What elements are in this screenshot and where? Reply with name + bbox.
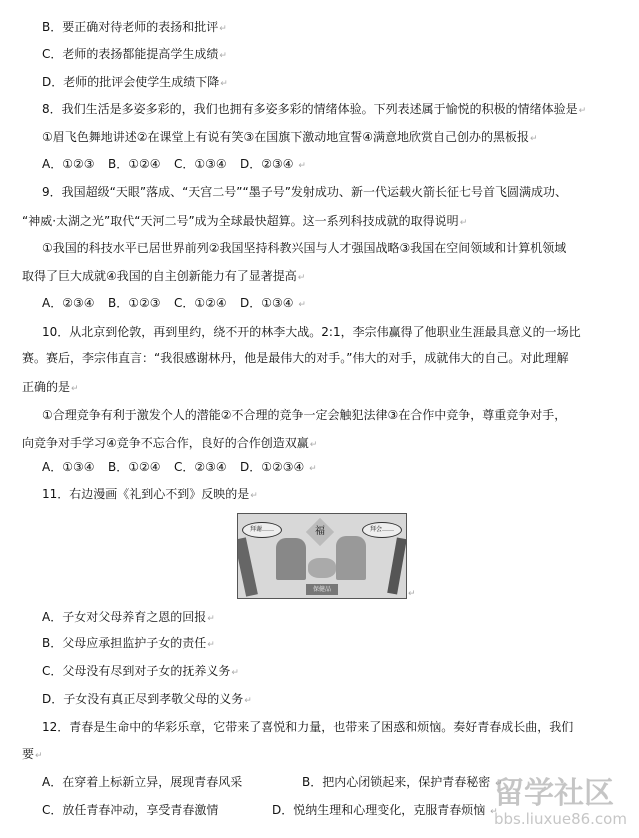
q11-option-b: B．父母应承担监护子女的责任 ↵ (42, 635, 215, 653)
watermark-url: bbs.liuxue86.com (494, 810, 627, 828)
q12-stem-line2: 要 ↵ (22, 746, 43, 764)
q11-stem: 11．右边漫画《礼到心不到》反映的是 ↵ (42, 486, 258, 504)
elder-figure-right (336, 536, 366, 580)
q10-statements-line1: ①合理竞争有利于激发个人的潜能②不合理的竞争一定会触犯法律③在合作中竞争，尊重竞争对手， (42, 408, 567, 422)
q10-option-d: D．①②③④ (240, 460, 305, 474)
q11-option-a: A．子女对父母养育之恩的回报 ↵ (42, 609, 215, 627)
elder-figure-left (276, 538, 306, 580)
q11-option-d: D．子女没有真正尽到孝敬父母的义务 ↵ (42, 691, 252, 709)
fu-sign-text: 福 (315, 526, 325, 537)
q9-options (42, 295, 306, 313)
q8-statements: ①眉飞色舞地讲述②在课堂上有说有笑③在国旗下激动地宣誓④满意地欣赏自己创办的黑板报 ↵ (42, 129, 538, 147)
q8-stem: 8．我们生活是多姿多彩的，我们也拥有多姿多彩的情绪体验。下列表述属于愉悦的积极的情绪体验是 ↵ (42, 101, 586, 119)
q10-stem-line1: 10．从北京到伦敦，再到里约，绕不开的林李大战。2:1，李宗伟赢得了他职业生涯最具意义的一场比 (42, 325, 581, 339)
speech-bubble-right: 拜会…… (362, 522, 402, 538)
table (308, 558, 336, 578)
fu-sign (306, 518, 334, 546)
child-figure-right (387, 538, 407, 595)
q10-option-b: B．①②④ (108, 460, 161, 474)
q10-option-a: A．①③④ (42, 460, 95, 474)
watermark-logo: 留学社区 (494, 776, 614, 811)
q7-option-d: D．老师的批评会使学生成绩下降 ↵ (42, 74, 228, 92)
q12-option-b: B．把内心闭锁起来，保护青春秘密 (302, 775, 491, 789)
q9-stem-line2: “神威·太湖之光”取代“天河二号”成为全球最快超算。这一系列科技成就的取得说明 ↵ (22, 213, 467, 231)
q12-option-a: A．在穿着上标新立异，展现青春风采 (42, 775, 243, 789)
q10-stem-line2: 赛。赛后，李宗伟直言：“我很感谢林丹，他是最伟大的对手。”伟大的对手，成就伟大的自己。对此理解 (22, 351, 569, 365)
q8-option-b: B．①②④ (108, 157, 161, 171)
gift-box: 保健品 (306, 584, 338, 595)
q9-option-a: A．②③④ (42, 296, 95, 310)
q8-option-c: C．①③④ (174, 157, 227, 171)
q12-stem-line1: 12．青春是生命中的华彩乐章，它带来了喜悦和力量，也带来了困惑和烦恼。奏好青春成长曲，我们 (42, 720, 574, 734)
speech-bubble-left: 拜谢…… (242, 522, 282, 538)
q10-option-c: C．②③④ (174, 460, 227, 474)
q11-option-c: C．父母没有尽到对子女的抚养义务 ↵ (42, 663, 239, 681)
child-figure-left (237, 537, 258, 596)
image-paragraph-mark (407, 584, 416, 602)
q9-statements-line2: 取得了巨大成就④我国的自主创新能力有了显著提高 ↵ (22, 268, 305, 286)
cartoon-image (237, 513, 407, 599)
q9-stem-line1: 9．我国超级“天眼”落成、“天宫二号”“墨子号”发射成功、新一代运载火箭长征七号首飞圆满成功、 (42, 185, 567, 199)
q12-options-ab (42, 774, 503, 792)
q8-options (42, 156, 306, 174)
q8-option-d: D．②③④ (240, 157, 294, 171)
q9-option-c: C．①②④ (174, 296, 227, 310)
q8-option-a: A．①②③ (42, 157, 95, 171)
q10-stem-line3: 正确的是 ↵ (22, 379, 79, 397)
q7-option-b: B．要正确对待老师的表扬和批评 ↵ (42, 19, 227, 37)
q9-option-b: B．①②③ (108, 296, 161, 310)
q12-options-cd (42, 802, 498, 820)
q10-statements-line2: 向竞争对手学习④竞争不忘合作，良好的合作创造双赢 ↵ (22, 435, 317, 453)
q9-option-d: D．①③④ (240, 296, 294, 310)
q12-option-c: C．放任青春冲动，享受青春激情 (42, 803, 219, 817)
q12-option-d: D．悦纳生理和心理变化，克服青春烦恼 (272, 803, 486, 817)
q7-option-c: C．老师的表扬都能提高学生成绩 ↵ (42, 46, 227, 64)
q10-options (42, 459, 317, 477)
q9-statements-line1: ①我国的科技水平已居世界前列②我国坚持科教兴国与人才强国战略③我国在空间领域和计算机领域 (42, 241, 567, 255)
watermark (494, 768, 638, 834)
